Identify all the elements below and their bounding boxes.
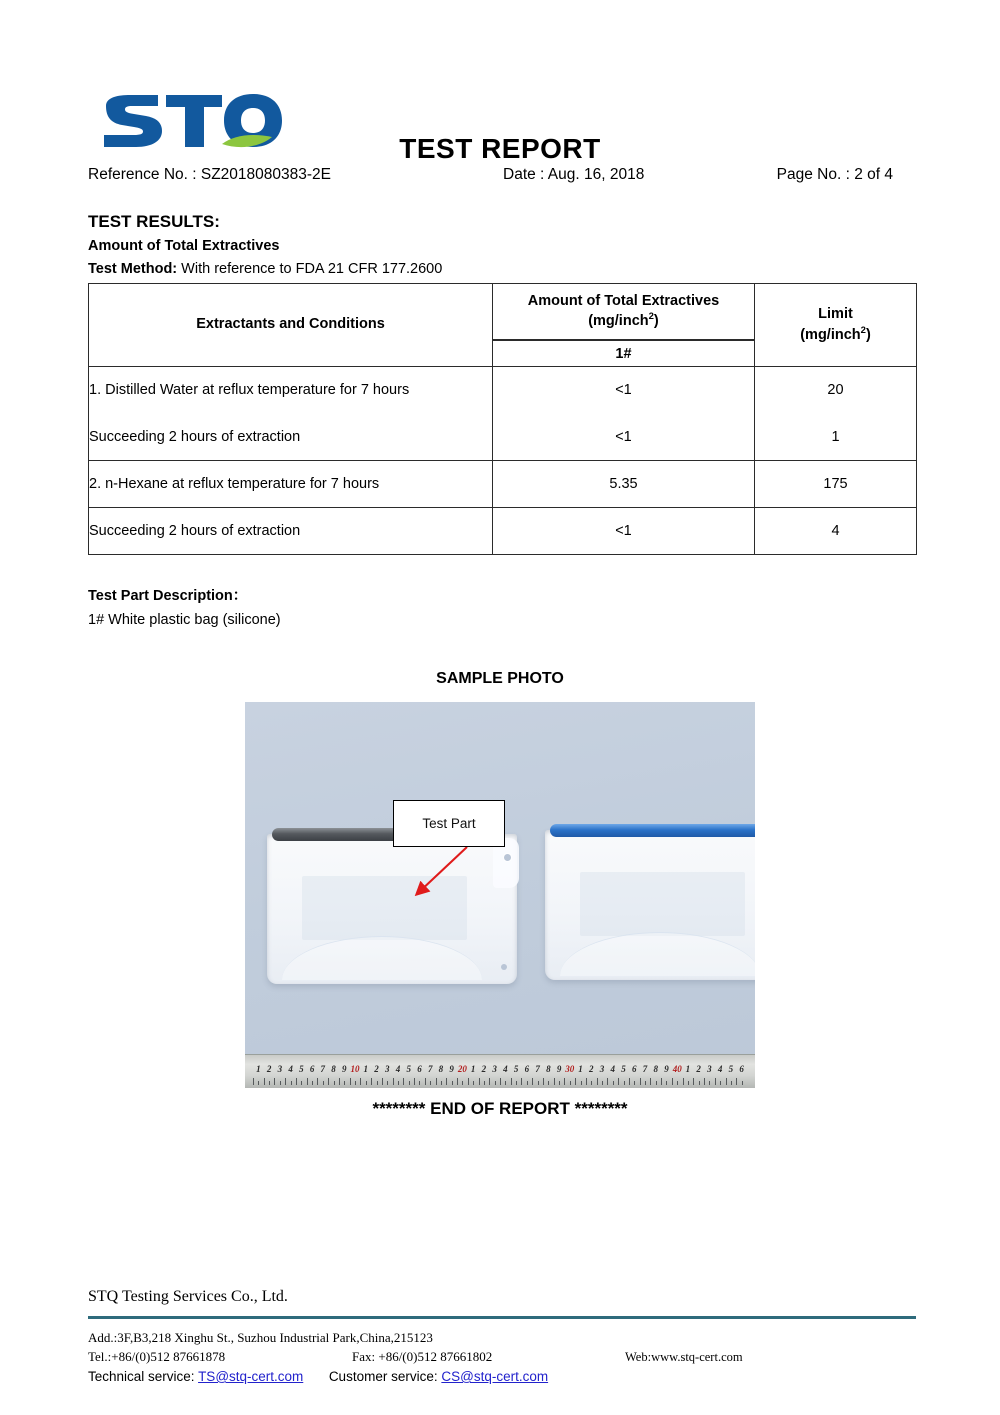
ruler-number: 7	[320, 1064, 326, 1074]
ruler-tick	[709, 1081, 710, 1085]
ruler-number: 3	[707, 1064, 712, 1074]
ruler-number: 5	[513, 1064, 519, 1074]
ruler-number: 7	[427, 1064, 433, 1074]
ruler-tick	[511, 1078, 512, 1085]
ruler-tick	[441, 1081, 442, 1085]
bag-hole	[504, 854, 511, 861]
limit-header-unit-post: )	[865, 326, 871, 343]
ruler-tick	[328, 1078, 329, 1085]
ruler-number: 4	[395, 1064, 401, 1074]
ruler-tick	[736, 1078, 737, 1085]
ruler-number: 30	[565, 1064, 575, 1074]
end-of-report: ******** END OF REPORT ********	[372, 1099, 628, 1118]
ruler-tick	[704, 1078, 705, 1085]
ruler-tick	[688, 1081, 689, 1085]
ruler-tick	[344, 1081, 345, 1085]
ruler-tick	[495, 1081, 496, 1085]
ruler-tick	[516, 1081, 517, 1085]
ruler-tick	[661, 1078, 662, 1085]
row-condition: 2. n-Hexane at reflux temperature for 7 hours	[89, 461, 493, 508]
bag-fold	[560, 932, 755, 976]
callout-label: Test Part	[422, 816, 476, 831]
ruler-tick	[586, 1078, 587, 1085]
ruler-tick	[366, 1081, 367, 1085]
test-part-callout	[393, 800, 505, 847]
row-limit: 20	[755, 367, 917, 414]
ruler-tick	[543, 1078, 544, 1085]
ruler-tick	[591, 1081, 592, 1085]
ruler-tick	[312, 1081, 313, 1085]
ruler-tick	[634, 1081, 635, 1085]
ruler-tick	[726, 1078, 727, 1085]
ruler-tick	[301, 1081, 302, 1085]
ruler-tick	[317, 1078, 318, 1085]
sample-id-header: 1#	[493, 341, 755, 367]
ruler-tick	[650, 1078, 651, 1085]
ruler-tick	[527, 1081, 528, 1085]
ruler-tick	[575, 1078, 576, 1085]
ruler-tick	[264, 1078, 265, 1085]
table-row	[89, 414, 917, 461]
ruler-tick	[731, 1081, 732, 1085]
bag-body	[267, 834, 517, 984]
row-value: <1	[493, 414, 755, 461]
ruler-tick	[559, 1081, 560, 1085]
ruler-number: 2	[481, 1064, 487, 1074]
ruler-number: 2	[374, 1064, 379, 1074]
amount-header-line1: Amount of Total Extractives	[527, 292, 720, 309]
ruler-tick	[269, 1081, 270, 1085]
ruler-tick	[425, 1078, 426, 1085]
test-results-heading: TEST RESULTS:	[88, 212, 220, 231]
test-method-value: With reference to FDA 21 CFR 177.2600	[181, 261, 443, 277]
bag-slider-blue	[550, 824, 755, 837]
column-header-limit	[755, 284, 917, 367]
bag-hole	[501, 964, 507, 970]
customer-service-label: Customer service:	[328, 1369, 438, 1384]
ruler-number: 3	[384, 1064, 390, 1074]
ruler-number: 10	[350, 1064, 360, 1074]
ruler-number: 7	[642, 1064, 648, 1074]
ruler-tick	[253, 1078, 254, 1085]
amount-header-unit-pre: (mg/inch	[588, 312, 649, 329]
footer-divider	[88, 1316, 916, 1319]
ruler-tick	[607, 1078, 608, 1085]
ruler-number: 20	[457, 1064, 467, 1074]
limit-header-unit-sup: 2	[860, 324, 866, 336]
ruler-tick	[296, 1078, 297, 1085]
ruler-tick	[548, 1081, 549, 1085]
ruler-tick	[597, 1078, 598, 1085]
ruler-number: 9	[664, 1064, 669, 1074]
ruler-number: 4	[717, 1064, 723, 1074]
ruler-tick	[382, 1078, 383, 1085]
ruler-number: 8	[546, 1064, 551, 1074]
ruler-tick	[505, 1081, 506, 1085]
ruler-number: 1	[685, 1064, 691, 1074]
ruler-number: 3	[599, 1064, 605, 1074]
ruler-tick	[393, 1078, 394, 1085]
ruler-tick	[521, 1078, 522, 1085]
ruler-tick	[666, 1081, 667, 1085]
row-limit: 175	[755, 461, 917, 508]
bag-inner-panel	[580, 872, 745, 936]
row-condition: Succeeding 2 hours of extraction	[89, 508, 493, 555]
ruler-number: 5	[406, 1064, 411, 1074]
ruler-tick	[554, 1078, 555, 1085]
ruler-tick	[446, 1078, 447, 1085]
ruler-number: 1	[578, 1064, 583, 1074]
ruler-tick	[538, 1081, 539, 1085]
ruler-tick	[403, 1078, 404, 1085]
ruler-tick	[360, 1078, 361, 1085]
ruler	[245, 1054, 755, 1088]
footer-fax: Fax: +86/(0)512 87661802	[352, 1349, 493, 1364]
ruler-number: 40	[672, 1064, 682, 1074]
ruler-tick	[387, 1081, 388, 1085]
test-method-label: Test Method:	[88, 261, 178, 277]
silicone-bag-left	[267, 824, 517, 1020]
ruler-tick	[699, 1081, 700, 1085]
ruler-number: 9	[449, 1064, 454, 1074]
ruler-tick	[479, 1078, 480, 1085]
bag-body	[545, 830, 755, 980]
limit-header-unit-pre: (mg/inch	[800, 326, 861, 343]
ruler-tick	[645, 1081, 646, 1085]
ruler-tick	[414, 1078, 415, 1085]
ruler-tick	[613, 1081, 614, 1085]
test-part-heading: Test Part Description：	[88, 588, 248, 604]
ruler-number: 4	[288, 1064, 293, 1074]
ruler-ticks	[245, 1055, 755, 1088]
table-row	[89, 508, 917, 555]
ruler-tick	[720, 1081, 721, 1085]
ruler-tick	[624, 1081, 625, 1085]
ruler-number: 9	[342, 1064, 347, 1074]
page-number: Page No. : 2 of 4	[776, 166, 893, 183]
ruler-tick	[274, 1078, 275, 1085]
ruler-number: 1	[363, 1064, 368, 1074]
ruler-tick	[500, 1078, 501, 1085]
ruler-number: 8	[653, 1064, 658, 1074]
column-header-extractants: Extractants and Conditions	[89, 284, 493, 367]
ruler-number: 4	[503, 1064, 508, 1074]
ruler-tick	[581, 1081, 582, 1085]
extractives-table	[88, 283, 917, 555]
ruler-tick	[656, 1081, 657, 1085]
test-results-subheading: Amount of Total Extractives	[88, 238, 280, 254]
ruler-tick	[307, 1078, 308, 1085]
footer-company-name: STQ Testing Services Co., Ltd.	[88, 1288, 288, 1305]
ruler-tick	[285, 1078, 286, 1085]
ruler-tick	[602, 1081, 603, 1085]
ruler-number: 2	[589, 1064, 594, 1074]
row-condition: Succeeding 2 hours of extraction	[89, 414, 493, 461]
ruler-tick	[715, 1078, 716, 1085]
ruler-tick	[280, 1081, 281, 1085]
silicone-bag-right	[545, 820, 755, 1016]
technical-service-label: Technical service:	[88, 1369, 195, 1384]
row-value: 5.35	[493, 461, 755, 508]
row-value: <1	[493, 367, 755, 414]
sample-photo	[245, 702, 755, 1088]
ruler-number: 6	[417, 1064, 422, 1074]
table-header-row	[89, 284, 917, 341]
customer-service-email[interactable]: CS@stq-cert.com	[441, 1369, 549, 1384]
row-condition: 1. Distilled Water at reflux temperature for 7 hours	[89, 367, 493, 414]
ruler-tick	[350, 1078, 351, 1085]
ruler-tick	[398, 1081, 399, 1085]
ruler-tick	[452, 1081, 453, 1085]
callout-arrow-icon	[405, 844, 475, 906]
ruler-tick	[693, 1078, 694, 1085]
ruler-number: 3	[277, 1064, 283, 1074]
ruler-tick	[436, 1078, 437, 1085]
reference-number: Reference No. : SZ2018080383-2E	[88, 166, 331, 183]
ruler-tick	[419, 1081, 420, 1085]
ruler-tick	[742, 1081, 743, 1085]
ruler-tick	[323, 1081, 324, 1085]
header-info-row	[88, 166, 915, 188]
ruler-tick	[484, 1081, 485, 1085]
report-date: Date : Aug. 16, 2018	[503, 166, 645, 183]
sample-photo-heading: SAMPLE PHOTO	[436, 670, 564, 687]
ruler-tick	[640, 1078, 641, 1085]
ruler-number: 2	[266, 1064, 272, 1074]
ruler-tick	[468, 1078, 469, 1085]
ruler-number: 1	[256, 1064, 261, 1074]
ruler-tick	[532, 1078, 533, 1085]
footer-address: Add.:3F,B3,218 Xinghu St., Suzhou Industrial Park,China,215123	[88, 1330, 433, 1345]
ruler-tick	[564, 1078, 565, 1085]
ruler-number: 8	[331, 1064, 336, 1074]
test-part-description: 1# White plastic bag (silicone)	[88, 612, 281, 628]
row-limit: 1	[755, 414, 917, 461]
ruler-number: 6	[309, 1064, 315, 1074]
ruler-tick	[339, 1078, 340, 1085]
ruler-tick	[355, 1081, 356, 1085]
test-method-line	[88, 261, 442, 277]
bag-fold	[282, 936, 482, 980]
page-title: TEST REPORT	[399, 133, 601, 164]
ruler-tick	[462, 1081, 463, 1085]
ruler-tick	[371, 1078, 372, 1085]
ruler-tick	[377, 1081, 378, 1085]
ruler-number: 8	[438, 1064, 444, 1074]
table-row	[89, 461, 917, 508]
amount-header-unit-post: )	[653, 312, 659, 329]
ruler-number: 5	[728, 1064, 734, 1074]
ruler-tick	[258, 1081, 259, 1085]
column-header-amount	[493, 284, 755, 341]
ruler-number: 3	[492, 1064, 497, 1074]
ruler-tick	[677, 1081, 678, 1085]
row-limit: 4	[755, 508, 917, 555]
ruler-number: 7	[535, 1064, 540, 1074]
ruler-number: 5	[299, 1064, 304, 1074]
ruler-number: 4	[610, 1064, 615, 1074]
ruler-number: 6	[739, 1064, 744, 1074]
footer-telephone: Tel.:+86/(0)512 87661878	[88, 1349, 226, 1364]
limit-header-line1: Limit	[818, 306, 853, 323]
ruler-tick	[672, 1078, 673, 1085]
row-value: <1	[493, 508, 755, 555]
amount-header-unit-sup: 2	[648, 311, 654, 323]
footer-service-line	[88, 1369, 548, 1384]
ruler-number: 6	[631, 1064, 637, 1074]
ruler-number: 5	[621, 1064, 626, 1074]
ruler-tick	[291, 1081, 292, 1085]
ruler-tick	[430, 1081, 431, 1085]
ruler-tick	[334, 1081, 335, 1085]
ruler-number: 2	[696, 1064, 701, 1074]
ruler-tick	[489, 1078, 490, 1085]
ruler-tick	[683, 1078, 684, 1085]
ruler-number: 1	[470, 1064, 476, 1074]
ruler-tick	[629, 1078, 630, 1085]
ruler-tick	[457, 1078, 458, 1085]
table-row	[89, 367, 917, 414]
footer-website: Web:www.stq-cert.com	[625, 1350, 743, 1364]
ruler-number: 9	[556, 1064, 562, 1074]
ruler-tick	[570, 1081, 571, 1085]
ruler-tick	[473, 1081, 474, 1085]
ruler-number: 6	[524, 1064, 530, 1074]
ruler-tick	[618, 1078, 619, 1085]
ruler-tick	[409, 1081, 410, 1085]
technical-service-email[interactable]: TS@stq-cert.com	[198, 1369, 304, 1384]
